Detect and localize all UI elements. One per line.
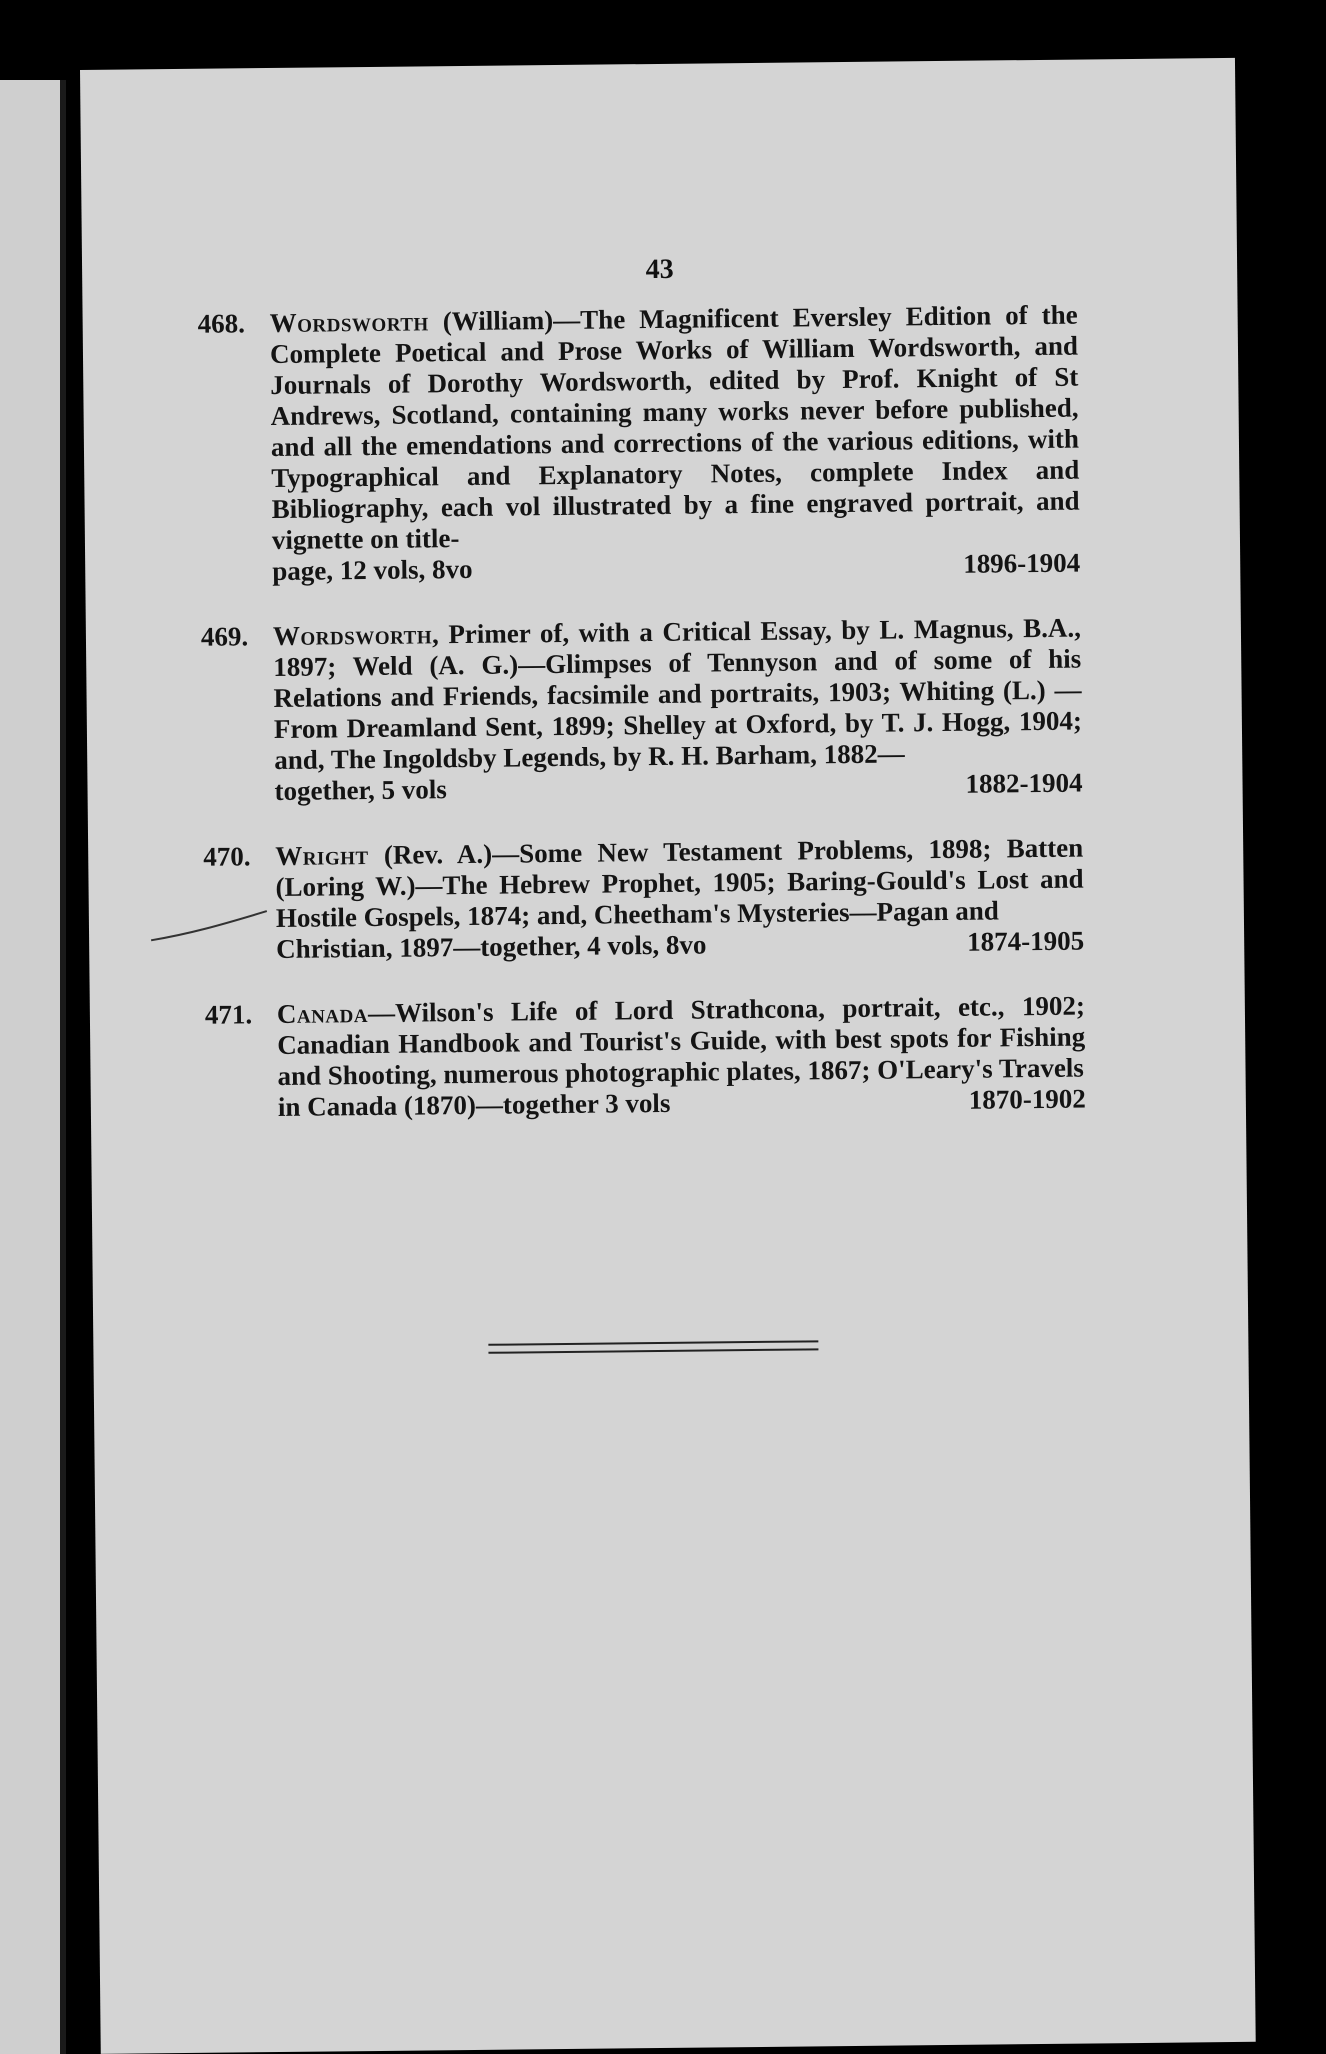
pen-mark-icon bbox=[149, 903, 269, 944]
entry-description: —Wilson's Life of Lord Strathcona, portrait, etc., 1902; Canadian Handbook and Tourist's Guide, with best spots for Fishing and Shooting, numerous photographic plates, 1867; O'Leary's Travels bbox=[277, 990, 1086, 1091]
entry-final-text: in Canada (1870)—together 3 vols bbox=[277, 1087, 671, 1122]
catalogue-entry-468 bbox=[198, 300, 1081, 588]
catalogue-entries bbox=[198, 300, 1087, 1158]
entry-dates: 1870-1902 bbox=[968, 1083, 1086, 1115]
entry-dates: 1882-1904 bbox=[965, 767, 1083, 799]
entry-number: 470. bbox=[203, 841, 251, 872]
entry-final-text: page, 12 vols, 8vo bbox=[272, 553, 473, 587]
entry-description: , Primer of, with a Critical Essay, by L. Magnus, B.A., 1897; Weld (A. G.)—Glimpses of Tennyson and of some of his Relations and Friends, facsimile and portraits, 1903; Whiting (L.) —From Dreamland Sent, 1899; Shelley at Oxford, by T. J. Hogg, 1904; and, The Ingoldsby Legends, by R. H. Barham, 1882— bbox=[273, 612, 1083, 776]
catalogue-entry-471 bbox=[205, 991, 1086, 1124]
catalogue-entry-469 bbox=[201, 613, 1083, 808]
entry-description: (William)—The Magnificent Eversley Edition of the Complete Poetical and Prose Works of William Wordsworth, and Journals of Dorothy Wordsworth, edited by Prof. Knight of St Andrews, Scotland, containing many works never before published, and all the emendations and corrections of the various editions, with Typographical and Explanatory Notes, complete Index and Bibliography, each vol illustrated by a fine engraved portrait, and vignette on title- bbox=[269, 299, 1080, 556]
entry-author: Wordsworth bbox=[269, 306, 429, 339]
closing-double-rule bbox=[488, 1340, 818, 1353]
entry-number: 468. bbox=[197, 308, 246, 339]
catalogue-entry-470 bbox=[203, 833, 1084, 966]
entry-description: (Rev. A.)—Some New Testament Problems, 1898; Batten (Loring W.)—The Hebrew Prophet, 1905; Baring-Gould's Lost and Hostile Gospels, 1874; and, Cheetham's Mysteries—Pagan and bbox=[275, 832, 1084, 933]
page-number: 43 bbox=[645, 253, 674, 286]
entry-final-text: together, 5 vols bbox=[274, 774, 447, 807]
entry-number: 469. bbox=[200, 621, 249, 652]
entry-author: Wright bbox=[275, 840, 369, 871]
entry-author: Canada bbox=[276, 998, 369, 1029]
entry-number: 471. bbox=[204, 999, 253, 1030]
catalogue-page bbox=[80, 58, 1256, 2054]
entry-dates: 1874-1905 bbox=[967, 925, 1085, 957]
entry-author: Wordsworth bbox=[272, 619, 433, 652]
adjacent-page-edge bbox=[0, 80, 66, 2054]
entry-dates: 1896-1904 bbox=[963, 547, 1081, 579]
entry-final-text: Christian, 1897—together, 4 vols, 8vo bbox=[276, 929, 707, 964]
